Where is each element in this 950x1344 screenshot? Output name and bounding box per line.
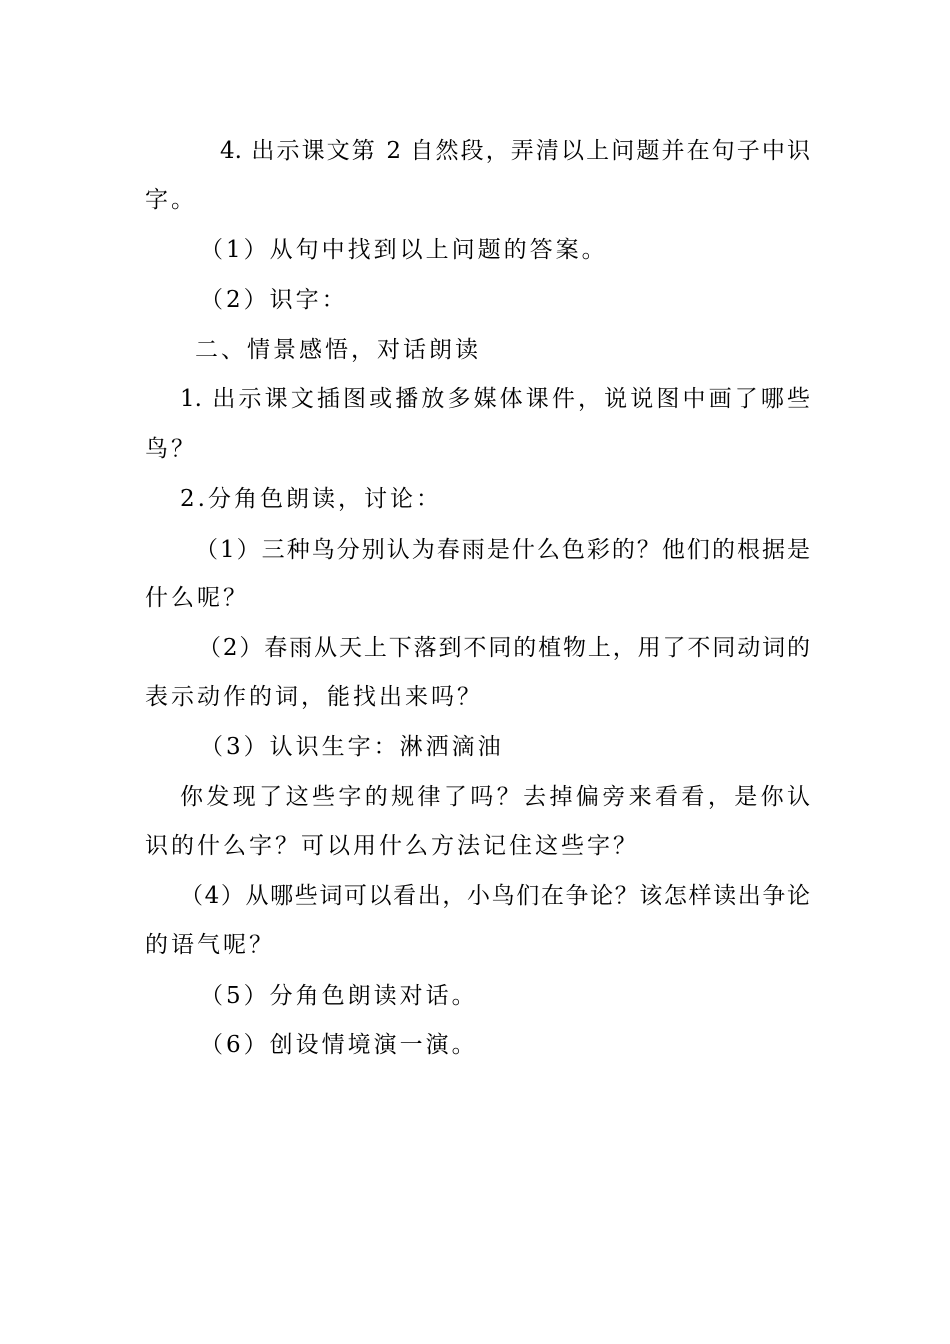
paragraph-line-q1-cont: 什么呢？ <box>145 585 249 611</box>
paragraph-line-step-1: 1. 出示课文插图或播放多媒体课件，说说图中画了哪些 <box>180 386 810 412</box>
paragraph-line-substep-2: （2）识字： <box>200 287 348 313</box>
paragraph-line-discovery: 你发现了这些字的规律了吗？去掉偏旁来看看，是你认 <box>180 784 810 810</box>
paragraph-line-q4: （4）从哪些词可以看出，小鸟们在争论？该怎样读出争论 <box>180 883 810 909</box>
paragraph-line-q2-cont: 表示动作的词，能找出来吗？ <box>145 684 483 710</box>
paragraph-line-q6: （6）创设情境演一演。 <box>200 1032 478 1058</box>
paragraph-line-step-1-cont: 鸟？ <box>145 436 197 462</box>
paragraph-line-q5: （5）分角色朗读对话。 <box>200 983 478 1009</box>
paragraph-line-substep-1: （1）从句中找到以上问题的答案。 <box>200 237 608 263</box>
paragraph-line-q1: （1）三种鸟分别认为春雨是什么色彩的？他们的根据是 <box>195 537 810 563</box>
paragraph-line-discovery-cont: 识的什么字？可以用什么方法记住这些字？ <box>145 833 639 859</box>
paragraph-line-q2: （2）春雨从天上下落到不同的植物上，用了不同动词的 <box>198 635 810 661</box>
paragraph-line-step-4-cont: 字。 <box>145 187 197 213</box>
paragraph-line-q4-cont: 的语气呢？ <box>145 932 275 958</box>
section-heading-2: 二、情景感悟，对话朗读 <box>195 337 481 363</box>
paragraph-line-step-4: 4. 出示课文第 2 自然段，弄清以上问题并在句子中识 <box>220 138 810 164</box>
paragraph-line-step-2: 2.分角色朗读，讨论： <box>180 486 442 512</box>
paragraph-line-q3: （3）认识生字：淋洒滴油 <box>200 734 504 760</box>
